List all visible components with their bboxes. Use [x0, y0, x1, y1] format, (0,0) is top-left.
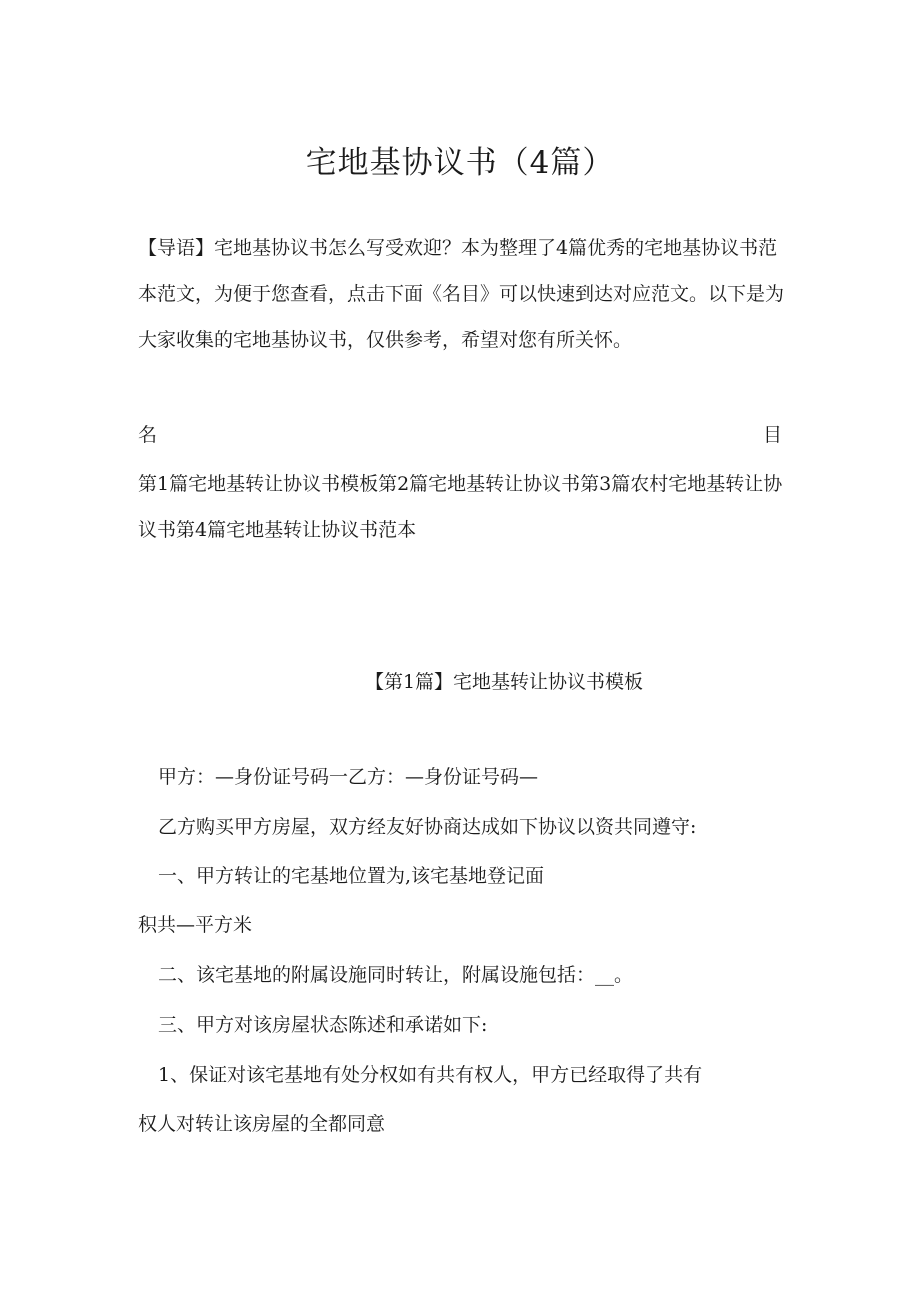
intro-paragraph: 【导语】宅地基协议书怎么写受欢迎？本为整理了4篇优秀的宅地基协议书范本范文，为便于您查看，点击下面《名目》可以快速到达对应范文。以下是为大家收集的宅地基协议书，仅供参考，希望对您有所关怀。 [138, 237, 785, 351]
agreement-intro-line: 乙方购买甲方房屋，双方经友好协商达成如下协议以资共同遵守: [158, 816, 697, 838]
party-line: 甲方：—身份证号码一乙方：—身份证号码— [158, 766, 539, 788]
section-heading: 【第1篇】宅地基转让协议书模板 [364, 671, 644, 693]
toc-heading-right: 目 [762, 424, 782, 446]
clause-1-line: 一、甲方转让的宅基地位置为,该宅基地登记面 [158, 865, 545, 887]
toc-heading-left: 名 [138, 424, 158, 446]
clause-3-line: 三、甲方对该房屋状态陈述和承诺如下: [158, 1014, 488, 1036]
document-title: 宅地基协议书（4篇） [305, 145, 615, 181]
clause-3-item-1-continued: 权人对转让该房屋的全都同意 [138, 1113, 386, 1135]
clause-1-continued: 积共—平方米 [138, 914, 253, 936]
clause-3-item-1: 1、保证对该宅基地有处分权如有共有权人，甲方已经取得了共有 [158, 1064, 703, 1086]
toc-heading [138, 417, 782, 453]
toc-entries[interactable]: 第1篇宅地基转让协议书模板第2篇宅地基转让协议书第3篇农村宅地基转让协议书第4篇宅地基转让协议书范本 [138, 473, 783, 541]
clause-2-line: 二、该宅基地的附属设施同时转让，附属设施包括：__。 [158, 964, 634, 986]
